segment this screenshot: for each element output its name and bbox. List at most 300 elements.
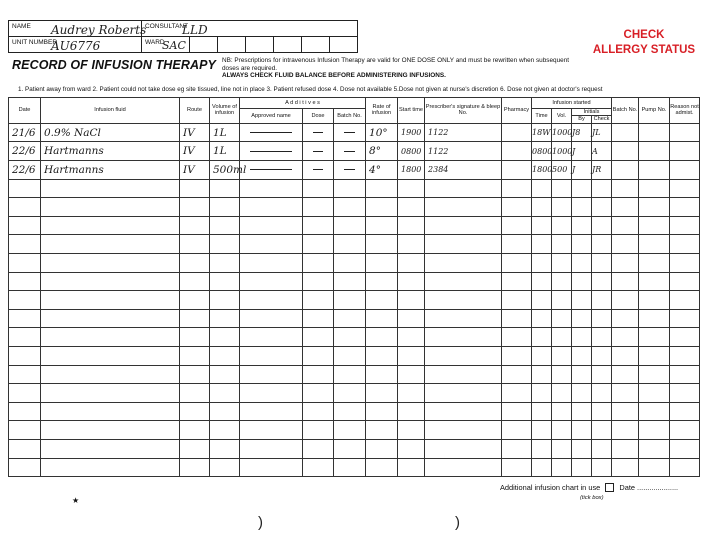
empty-cell [334,328,366,347]
cell-approved [240,142,303,161]
empty-cell [532,346,552,365]
empty-cell [9,439,41,458]
empty-cell [425,198,502,217]
cell-time: 1800 [532,161,552,180]
empty-cell [552,328,572,347]
empty-cell [502,458,532,477]
table-row [9,123,700,142]
infusion-table [8,97,700,477]
empty-row [9,346,700,365]
empty-cell [180,272,210,291]
col-date: Date [9,98,41,124]
empty-cell [366,198,398,217]
empty-cell [639,253,670,272]
empty-cell [552,346,572,365]
empty-cell [366,458,398,477]
empty-cell [41,309,180,328]
empty-cell [334,291,366,310]
empty-cell [303,216,334,235]
empty-cell [334,198,366,217]
col-vol: Vol. [552,109,572,124]
empty-cell [41,439,180,458]
empty-cell [572,179,592,198]
empty-cell [502,179,532,198]
empty-cell [334,253,366,272]
empty-cell [532,198,552,217]
empty-cell [425,439,502,458]
allergy-warning-line2: ALLERGY STATUS [592,44,696,56]
empty-cell [180,216,210,235]
empty-cell [572,365,592,384]
empty-cell [41,198,180,217]
empty-cell [240,235,303,254]
table-row [9,142,700,161]
cell-date: 22/6 [9,161,41,180]
empty-cell [303,253,334,272]
col-start: Start time [398,98,425,124]
empty-cell [532,365,552,384]
empty-cell [502,291,532,310]
empty-cell [552,402,572,421]
cell-prescriber: 2384 [425,161,502,180]
empty-cell [41,253,180,272]
empty-cell [41,402,180,421]
allergy-warning-line1: CHECK [623,29,665,41]
cell-start: 0800 [398,142,425,161]
consultant-cell [142,21,358,37]
empty-cell [303,235,334,254]
empty-cell [398,384,425,403]
header-box [274,37,302,53]
col-additives: A d d i t i v e s [240,98,366,109]
empty-cell [670,458,700,477]
empty-cell [502,235,532,254]
empty-cell [180,421,210,440]
empty-cell [532,179,552,198]
note-bold: ALWAYS CHECK FLUID BALANCE BEFORE ADMINISTERING INFUSIONS. [222,72,446,80]
empty-cell [41,328,180,347]
empty-row [9,458,700,477]
empty-cell [303,402,334,421]
empty-row [9,365,700,384]
empty-cell [502,365,532,384]
empty-cell [572,198,592,217]
empty-cell [210,346,240,365]
empty-cell [210,439,240,458]
empty-cell [240,328,303,347]
cell-fluid: Hartmanns [41,161,180,180]
cell-rate: 4° [366,161,398,180]
col-initials: Initials [572,109,612,116]
cell-prescriber: 1122 [425,142,502,161]
empty-cell [210,309,240,328]
empty-row [9,179,700,198]
empty-cell [398,402,425,421]
empty-cell [334,216,366,235]
empty-cell [425,179,502,198]
empty-cell [592,402,612,421]
empty-cell [366,384,398,403]
footer-line [500,483,678,492]
empty-cell [398,328,425,347]
empty-cell [532,421,552,440]
cell-approved [240,123,303,142]
empty-cell [180,253,210,272]
empty-cell [334,365,366,384]
cell-check: JL [592,123,612,142]
empty-cell [532,439,552,458]
empty-cell [532,216,552,235]
empty-cell [670,179,700,198]
cell-prescriber: 1122 [425,123,502,142]
cell-batch [334,142,366,161]
empty-cell [398,346,425,365]
empty-cell [592,253,612,272]
empty-cell [592,384,612,403]
empty-cell [303,365,334,384]
empty-cell [425,216,502,235]
name-cell [9,21,147,37]
empty-cell [398,198,425,217]
empty-cell [210,365,240,384]
empty-row [9,421,700,440]
empty-cell [639,328,670,347]
cell-pharmacy [502,123,532,142]
empty-cell [180,328,210,347]
empty-cell [552,439,572,458]
empty-cell [9,235,41,254]
empty-cell [572,216,592,235]
empty-cell [670,198,700,217]
unit-label: UNIT NUMBER [12,39,58,46]
empty-cell [639,384,670,403]
empty-cell [9,309,41,328]
empty-cell [334,421,366,440]
empty-cell [670,328,700,347]
col-fluid: Infusion fluid [41,98,180,124]
footer-date-label: Date .................... [619,483,679,492]
empty-cell [210,291,240,310]
col-check: Check [592,116,612,123]
cell-batch [334,161,366,180]
empty-cell [612,253,639,272]
empty-cell [180,179,210,198]
empty-cell [612,439,639,458]
empty-cell [398,272,425,291]
cell-reason [670,142,700,161]
cell-volume: 500ml [210,161,240,180]
empty-cell [612,365,639,384]
strike-line [313,132,323,133]
col-pharmacy: Pharmacy [502,98,532,124]
cell-reason [670,123,700,142]
empty-cell [366,346,398,365]
empty-cell [41,272,180,291]
empty-cell [398,235,425,254]
empty-cell [502,421,532,440]
empty-cell [425,328,502,347]
empty-row [9,439,700,458]
col-volume: Volume of infusion [210,98,240,124]
col-reason: Reason not admist. [670,98,700,124]
empty-cell [180,365,210,384]
empty-cell [639,235,670,254]
empty-cell [532,384,552,403]
cell-check: JR [592,161,612,180]
empty-cell [398,179,425,198]
empty-cell [592,421,612,440]
empty-cell [9,253,41,272]
empty-cell [303,198,334,217]
empty-cell [240,458,303,477]
empty-cell [572,235,592,254]
empty-cell [639,216,670,235]
empty-cell [670,402,700,421]
empty-cell [612,216,639,235]
col-rate: Rate of infusion [366,98,398,124]
empty-cell [180,346,210,365]
empty-cell [612,235,639,254]
allergy-warning [576,28,712,58]
unit-cell [9,37,142,53]
cell-batch-no [612,123,639,142]
cell-route: IV [180,142,210,161]
cell-volume: 1L [210,142,240,161]
table-row [9,161,700,180]
empty-cell [366,253,398,272]
cell-by: J [572,161,592,180]
empty-cell [240,272,303,291]
empty-cell [612,179,639,198]
empty-cell [366,309,398,328]
empty-cell [240,421,303,440]
empty-cell [592,198,612,217]
empty-cell [9,421,41,440]
empty-cell [398,253,425,272]
empty-cell [552,421,572,440]
empty-cell [572,291,592,310]
empty-cell [592,272,612,291]
empty-cell [532,235,552,254]
empty-cell [425,458,502,477]
empty-cell [303,346,334,365]
patient-header [8,20,358,53]
empty-cell [670,253,700,272]
cell-batch [334,123,366,142]
col-time: Time [532,109,552,124]
empty-cell [398,421,425,440]
empty-cell [612,309,639,328]
empty-cell [210,384,240,403]
strike-line [344,132,355,133]
empty-cell [303,458,334,477]
empty-cell [303,421,334,440]
empty-cell [572,272,592,291]
reason-codes: 1. Patient away from ward 2. Patient could not take dose eg site tissued, line not in place 3. Patient refused dose 4. Dose not available 5.Dose not given at nurse's discretion 6. Dose not given at doctor's request [18,86,603,93]
empty-cell [240,198,303,217]
empty-cell [210,235,240,254]
empty-row [9,272,700,291]
empty-cell [670,365,700,384]
empty-cell [592,291,612,310]
empty-cell [425,253,502,272]
cell-check: A [592,142,612,161]
header-box [218,37,246,53]
empty-cell [592,235,612,254]
consultant-value: LLD [182,23,208,37]
empty-cell [572,402,592,421]
header-box [330,37,358,53]
empty-cell [334,384,366,403]
empty-cell [502,328,532,347]
empty-cell [180,309,210,328]
header-box [302,37,330,53]
empty-cell [572,458,592,477]
empty-cell [572,346,592,365]
empty-cell [425,272,502,291]
header-box [190,37,218,53]
cell-route: IV [180,123,210,142]
empty-cell [366,291,398,310]
empty-cell [303,328,334,347]
empty-cell [552,235,572,254]
empty-row [9,384,700,403]
empty-cell [303,439,334,458]
cell-by: J8 [572,123,592,142]
empty-cell [532,272,552,291]
note-text: NB: Prescriptions for intravenous Infusion Therapy are valid for ONE DOSE ONLY and must be rewritten when subsequent doses are required. [222,57,570,72]
col-by: By [572,116,592,123]
empty-cell [41,216,180,235]
empty-cell [41,384,180,403]
empty-cell [639,439,670,458]
empty-cell [303,272,334,291]
cell-pump [639,142,670,161]
empty-cell [41,291,180,310]
empty-cell [612,272,639,291]
empty-cell [366,272,398,291]
empty-cell [425,421,502,440]
cell-approved [240,161,303,180]
cell-vol: 1000 [552,142,572,161]
empty-cell [502,309,532,328]
empty-cell [9,328,41,347]
empty-cell [502,439,532,458]
empty-cell [670,235,700,254]
empty-cell [210,253,240,272]
empty-cell [398,439,425,458]
ward-cell [142,37,190,53]
col-approved: Approved name [240,109,303,124]
empty-cell [9,291,41,310]
cell-volume: 1L [210,123,240,142]
cell-batch-no [612,161,639,180]
empty-cell [639,272,670,291]
empty-cell [398,291,425,310]
cell-dose [303,142,334,161]
empty-cell [398,216,425,235]
empty-cell [502,402,532,421]
additional-chart-label: Additional infusion chart in use [500,483,601,492]
cell-pharmacy [502,161,532,180]
name-label: NAME [12,23,31,30]
cell-dose [303,123,334,142]
empty-cell [366,402,398,421]
col-prescriber: Prescriber's signature & bleep No. [425,98,502,124]
empty-cell [425,365,502,384]
empty-cell [210,216,240,235]
empty-cell [366,421,398,440]
empty-cell [425,384,502,403]
empty-row [9,235,700,254]
empty-cell [552,198,572,217]
infusion-rows [9,123,700,476]
empty-cell [552,179,572,198]
empty-cell [425,235,502,254]
cell-vol: 1000 [552,123,572,142]
empty-cell [41,421,180,440]
empty-cell [592,346,612,365]
empty-cell [9,198,41,217]
cell-dose [303,161,334,180]
empty-cell [398,365,425,384]
empty-cell [398,309,425,328]
empty-cell [180,291,210,310]
empty-cell [425,346,502,365]
empty-cell [210,328,240,347]
ward-label: WARD [145,39,165,46]
prescription-note [222,57,582,80]
empty-cell [240,346,303,365]
empty-cell [502,198,532,217]
punch-hole-left: ) [258,514,263,531]
empty-cell [240,216,303,235]
strike-line [250,132,292,133]
empty-cell [303,384,334,403]
strike-line [344,169,355,170]
empty-cell [532,328,552,347]
col-batch-no: Batch No. [612,98,639,124]
punch-hole-right: ) [455,514,460,531]
cell-pump [639,161,670,180]
empty-cell [502,346,532,365]
cell-reason [670,161,700,180]
empty-cell [240,291,303,310]
empty-cell [334,458,366,477]
header-box [246,37,274,53]
empty-cell [9,458,41,477]
empty-cell [334,439,366,458]
empty-cell [670,421,700,440]
empty-cell [240,402,303,421]
empty-cell [9,346,41,365]
page-title: RECORD OF INFUSION THERAPY [12,58,216,72]
strike-line [313,151,323,152]
empty-cell [552,216,572,235]
empty-cell [210,272,240,291]
cell-batch-no [612,142,639,161]
empty-cell [572,253,592,272]
empty-cell [180,458,210,477]
empty-cell [240,365,303,384]
empty-cell [612,198,639,217]
additional-chart-checkbox[interactable] [605,483,614,492]
empty-cell [639,198,670,217]
empty-cell [240,439,303,458]
empty-cell [366,216,398,235]
empty-cell [592,458,612,477]
empty-cell [552,458,572,477]
